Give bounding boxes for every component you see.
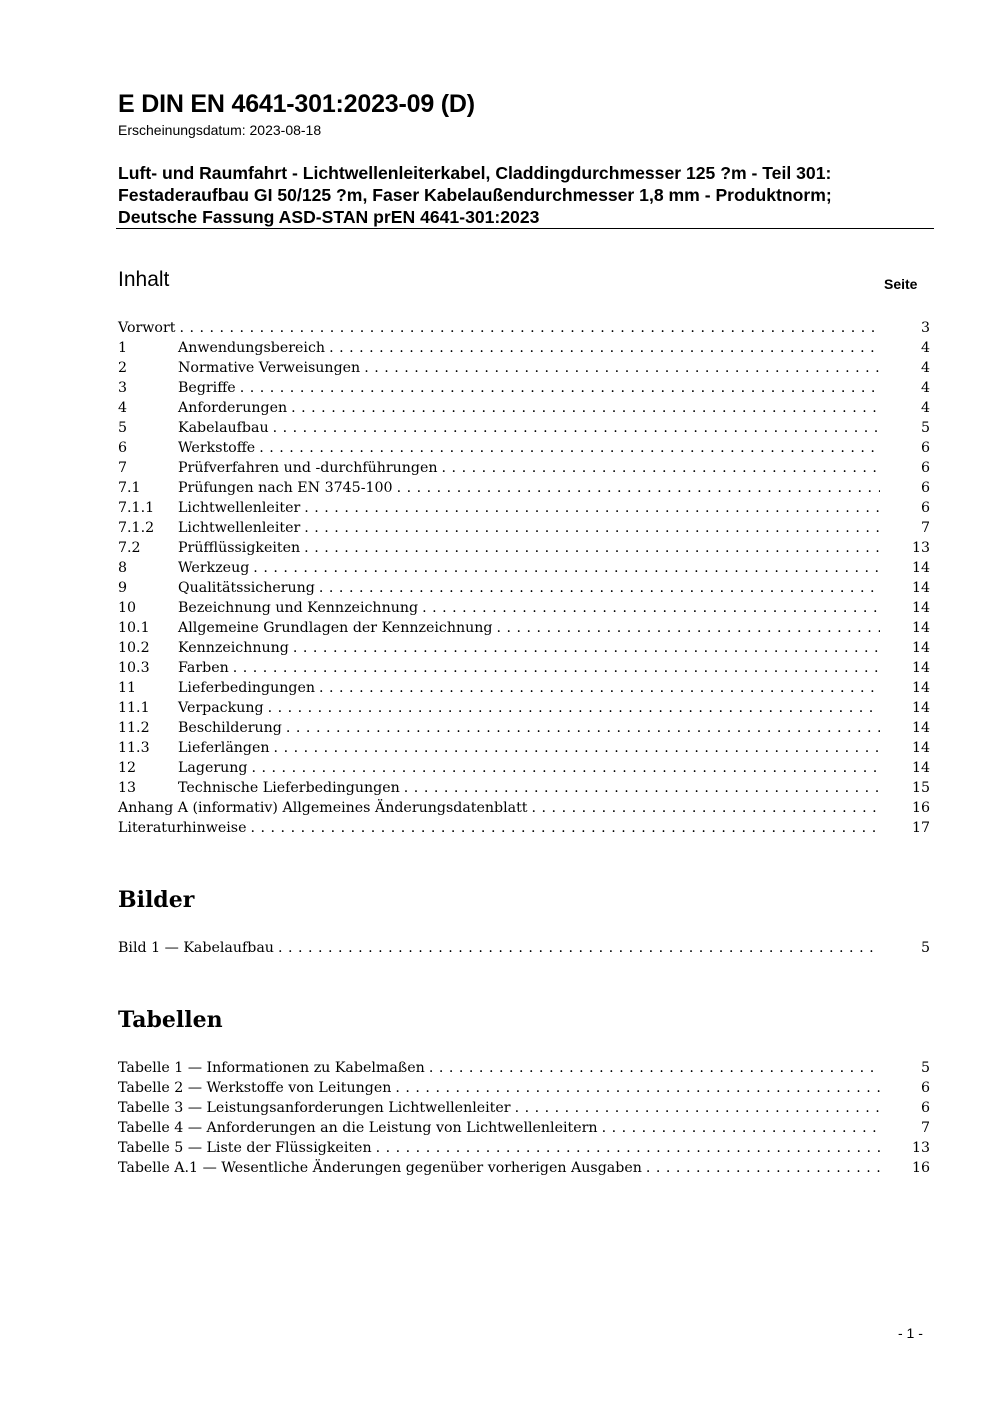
title-divider [116, 228, 934, 229]
toc-entry-number: 7 [118, 460, 128, 476]
toc-entry-page: 6 [920, 480, 930, 496]
toc-entry-number: 7.1.2 [118, 520, 155, 536]
toc-entry-title: Prüfverfahren und -durchführungen [178, 460, 438, 476]
toc-entry-title: Begriffe [178, 380, 236, 396]
toc-entry[interactable] [118, 678, 930, 698]
dot-leader [287, 398, 880, 418]
toc-entry[interactable] [118, 778, 930, 798]
toc-entry[interactable] [118, 418, 930, 438]
toc-entry-page: 3 [920, 320, 930, 336]
toc-entry-number: 13 [118, 780, 137, 796]
dot-leader [325, 338, 880, 358]
dot-leader [372, 1138, 880, 1158]
tables-heading: Tabellen [118, 1007, 223, 1033]
toc-entry-number: 11.2 [118, 720, 150, 736]
dot-leader [249, 558, 880, 578]
toc-entry-title: Tabelle 3 — Leistungsanforderungen Lichtwellenleiter [118, 1100, 511, 1116]
toc-entry-title: Anforderungen [178, 400, 288, 416]
toc-entry-page: 4 [920, 380, 930, 396]
dot-leader [274, 938, 880, 958]
toc-entry-title: Prüfungen nach EN 3745-100 [178, 480, 393, 496]
toc-entry[interactable] [118, 438, 930, 458]
toc-list [118, 318, 930, 838]
dot-leader [360, 358, 880, 378]
toc-entry-title: Qualitätssicherung [178, 580, 315, 596]
table-entry[interactable] [118, 1058, 930, 1078]
table-entry[interactable] [118, 1098, 930, 1118]
toc-entry[interactable] [118, 578, 930, 598]
toc-entry-number: 8 [118, 560, 128, 576]
dot-leader [236, 378, 880, 398]
dot-leader [255, 438, 880, 458]
toc-entry-number: 7.2 [118, 540, 141, 556]
dot-leader [246, 818, 880, 838]
toc-entry-title: Bild 1 — Kabelaufbau [118, 940, 274, 956]
toc-entry-page: 14 [911, 640, 930, 656]
toc-entry-page: 4 [920, 400, 930, 416]
toc-entry-title: Farben [178, 660, 229, 676]
toc-entry[interactable] [118, 618, 930, 638]
dot-leader [418, 598, 880, 618]
toc-entry-title: Tabelle 5 — Liste der Flüssigkeiten [118, 1140, 372, 1156]
dot-leader [393, 478, 880, 498]
toc-entry[interactable] [118, 338, 930, 358]
toc-entry-page: 14 [911, 760, 930, 776]
toc-entry-page: 14 [911, 620, 930, 636]
dot-leader [425, 1058, 880, 1078]
toc-entry-title: Technische Lieferbedingungen [178, 780, 400, 796]
toc-entry-page: 4 [920, 340, 930, 356]
dot-leader [175, 318, 880, 338]
page-number: - 1 - [898, 1325, 923, 1341]
toc-entry-page: 6 [920, 1100, 930, 1116]
dot-leader [315, 578, 880, 598]
toc-entry-title: Anhang A (informativ) Allgemeines Änderungsdatenblatt [118, 800, 528, 816]
dot-leader [511, 1098, 880, 1118]
tables-list [118, 1058, 930, 1178]
dot-leader [229, 658, 880, 678]
toc-entry-number: 11.3 [118, 740, 150, 756]
toc-entry-title: Tabelle 2 — Werkstoffe von Leitungen [118, 1080, 392, 1096]
toc-entry[interactable] [118, 318, 930, 338]
toc-entry[interactable] [118, 498, 930, 518]
toc-entry-page: 17 [911, 820, 930, 836]
dot-leader [270, 738, 880, 758]
toc-entry-number: 9 [118, 580, 128, 596]
dot-leader [642, 1158, 880, 1178]
toc-entry[interactable] [118, 478, 930, 498]
dot-leader [528, 798, 880, 818]
toc-entry-number: 10 [118, 600, 137, 616]
dot-leader [282, 718, 880, 738]
toc-entry-number: 5 [118, 420, 128, 436]
figures-heading: Bilder [118, 887, 195, 913]
dot-leader [264, 698, 880, 718]
toc-entry-number: 3 [118, 380, 128, 396]
dot-leader [492, 618, 880, 638]
toc-entry-title: Normative Verweisungen [178, 360, 361, 376]
toc-entry[interactable] [118, 538, 930, 558]
toc-entry-title: Anwendungsbereich [178, 340, 326, 356]
figures-list [118, 938, 930, 958]
table-entry[interactable] [118, 1158, 930, 1178]
toc-entry-title: Lichtwellenleiter [178, 500, 301, 516]
title-line: Deutsche Fassung ASD-STAN prEN 4641-301:2023 [118, 207, 540, 227]
toc-entry-number: 11.1 [118, 700, 150, 716]
dot-leader [300, 538, 880, 558]
toc-entry-page: 5 [920, 1060, 930, 1076]
toc-entry-page: 14 [911, 660, 930, 676]
toc-entry-page: 15 [911, 780, 930, 796]
toc-entry-title: Werkstoffe [178, 440, 256, 456]
toc-entry-number: 7.1.1 [118, 500, 155, 516]
toc-entry-page: 6 [920, 460, 930, 476]
dot-leader [315, 678, 880, 698]
toc-entry-title: Tabelle 4 — Anforderungen an die Leistung von Lichtwellenleitern [118, 1120, 598, 1136]
toc-entry-title: Kabelaufbau [178, 420, 269, 436]
toc-entry-page: 14 [911, 680, 930, 696]
toc-entry-title: Werkzeug [178, 560, 250, 576]
toc-entry-page: 7 [920, 520, 930, 536]
table-entry[interactable] [118, 1118, 930, 1138]
toc-entry-number: 6 [118, 440, 128, 456]
toc-entry-title: Lieferlängen [178, 740, 270, 756]
document-title [118, 162, 932, 228]
toc-entry-title: Allgemeine Grundlagen der Kennzeichnung [178, 620, 493, 636]
toc-entry-page: 6 [920, 500, 930, 516]
toc-heading: Inhalt [118, 268, 170, 291]
toc-entry-title: Tabelle 1 — Informationen zu Kabelmaßen [118, 1060, 425, 1076]
toc-entry-title: Bezeichnung und Kennzeichnung [178, 600, 419, 616]
toc-entry[interactable] [118, 598, 930, 618]
toc-entry-number: 10.1 [118, 620, 150, 636]
toc-entry-page: 13 [911, 540, 930, 556]
toc-entry-title: Beschilderung [178, 720, 282, 736]
toc-entry-page: 14 [911, 740, 930, 756]
toc-entry-title: Kennzeichnung [178, 640, 289, 656]
toc-entry-title: Vorwort [118, 320, 176, 336]
toc-entry-number: 2 [118, 360, 128, 376]
dot-leader [300, 498, 880, 518]
dot-leader [598, 1118, 880, 1138]
toc-entry-number: 11 [118, 680, 137, 696]
document-number: E DIN EN 4641-301:2023-09 (D) [118, 90, 475, 118]
toc-entry[interactable] [118, 698, 930, 718]
title-line: Luft- und Raumfahrt - Lichtwellenleiterkabel, Claddingdurchmesser 125 ?m - Teil 301: [118, 163, 832, 183]
toc-entry[interactable] [118, 798, 930, 818]
toc-entry-number: 7.1 [118, 480, 141, 496]
toc-entry-page: 5 [920, 940, 930, 956]
toc-entry-title: Prüfflüssigkeiten [178, 540, 301, 556]
toc-entry-page: 14 [911, 560, 930, 576]
toc-entry-page: 16 [911, 800, 930, 816]
toc-entry-page: 14 [911, 720, 930, 736]
toc-entry-title: Lieferbedingungen [178, 680, 315, 696]
issue-date: Erscheinungsdatum: 2023-08-18 [118, 122, 322, 138]
toc-entry-page: 7 [920, 1120, 930, 1136]
toc-entry[interactable] [118, 378, 930, 398]
toc-entry[interactable] [118, 398, 930, 418]
dot-leader [248, 758, 881, 778]
toc-entry-page: 4 [920, 360, 930, 376]
toc-entry[interactable] [118, 458, 930, 478]
toc-entry-page: 5 [920, 420, 930, 436]
page-column-label: Seite [884, 276, 918, 292]
toc-entry[interactable] [118, 758, 930, 778]
toc-entry-page: 16 [911, 1160, 930, 1176]
toc-entry-title: Lagerung [178, 760, 248, 776]
toc-entry-number: 10.3 [118, 660, 150, 676]
dot-leader [391, 1078, 880, 1098]
toc-entry-page: 6 [920, 440, 930, 456]
table-entry[interactable] [118, 1078, 930, 1098]
toc-entry[interactable] [118, 818, 930, 838]
toc-entry[interactable] [118, 358, 930, 378]
dot-leader [300, 518, 880, 538]
toc-entry-number: 10.2 [118, 640, 150, 656]
table-entry[interactable] [118, 1138, 930, 1158]
toc-entry[interactable] [118, 518, 930, 538]
toc-entry[interactable] [118, 638, 930, 658]
toc-entry-number: 4 [118, 400, 128, 416]
toc-entry-page: 14 [911, 580, 930, 596]
toc-entry[interactable] [118, 738, 930, 758]
toc-entry-page: 13 [911, 1140, 930, 1156]
dot-leader [269, 418, 880, 438]
figure-entry[interactable] [118, 938, 930, 958]
dot-leader [438, 458, 880, 478]
toc-entry-page: 6 [920, 1080, 930, 1096]
toc-entry[interactable] [118, 658, 930, 678]
title-line: Festaderaufbau GI 50/125 ?m, Faser Kabelaußendurchmesser 1,8 mm - Produktnorm; [118, 185, 832, 205]
toc-entry[interactable] [118, 718, 930, 738]
toc-entry-title: Verpackung [178, 700, 264, 716]
toc-entry-page: 14 [911, 600, 930, 616]
toc-entry-number: 1 [118, 340, 128, 356]
dot-leader [289, 638, 880, 658]
toc-entry-title: Tabelle A.1 — Wesentliche Änderungen gegenüber vorherigen Ausgaben [118, 1160, 642, 1176]
toc-entry-title: Lichtwellenleiter [178, 520, 301, 536]
toc-entry-title: Literaturhinweise [118, 820, 247, 836]
dot-leader [400, 778, 880, 798]
toc-entry-number: 12 [118, 760, 137, 776]
toc-entry[interactable] [118, 558, 930, 578]
toc-entry-page: 14 [911, 700, 930, 716]
